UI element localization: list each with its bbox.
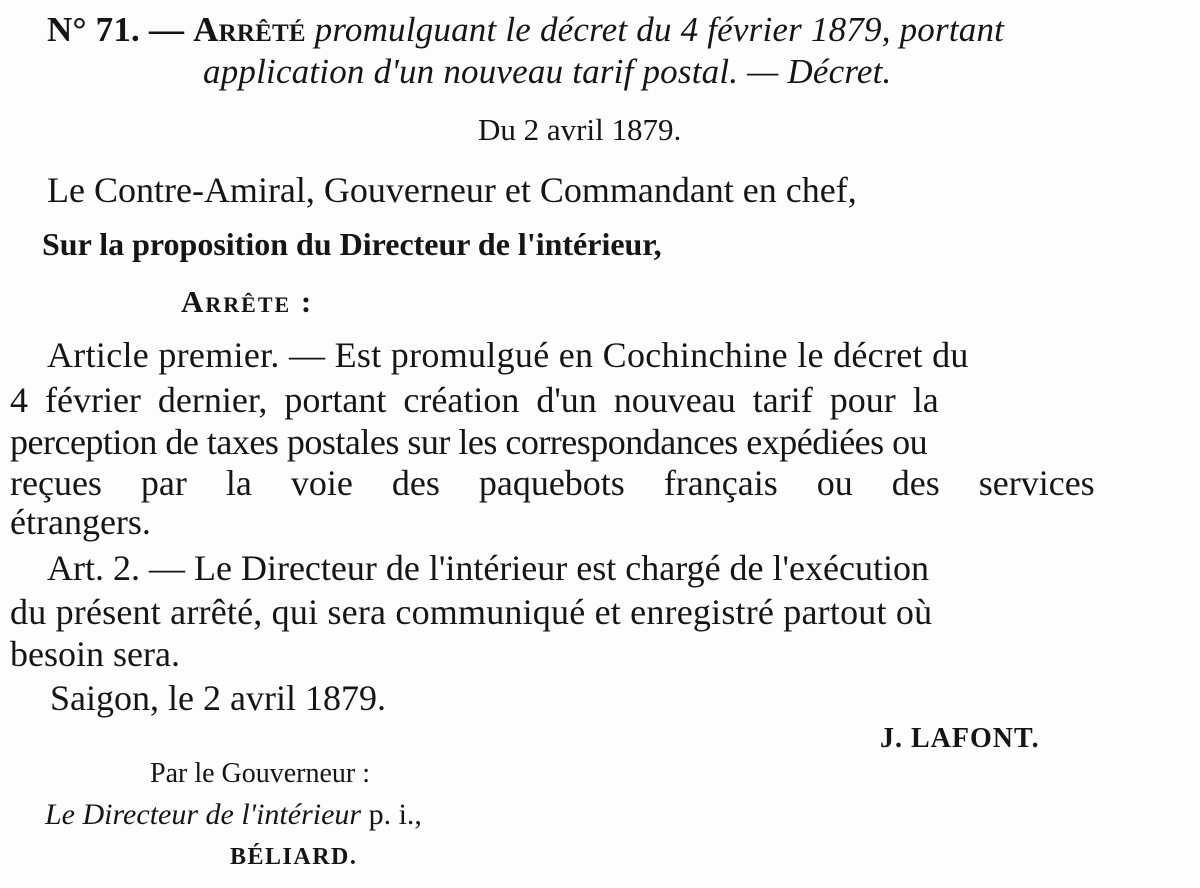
decree-heading-line-1 <box>47 12 1004 47</box>
article-1-line-1 <box>47 337 969 373</box>
article-2-line-1 <box>47 550 929 586</box>
article-1-line-4-text: reçues par la voie des paquebots français ou des services <box>10 463 1095 503</box>
article-1-line-5-text: étrangers. <box>10 502 151 542</box>
article-1-line-4 <box>10 465 1095 501</box>
article-1-line-3 <box>10 424 927 460</box>
place-and-date-text: Saigon, le 2 avril 1879. <box>50 678 386 718</box>
heading-italic-line-1: promulguant le décret du 4 février 1879, portant <box>314 10 1005 49</box>
countersign-name <box>230 845 357 869</box>
preamble-line-2-text: Sur la proposition du Directeur de l'intérieur, <box>42 226 662 262</box>
governor-signature <box>880 725 1040 753</box>
countersign-line-1 <box>150 760 370 788</box>
preamble-line-1 <box>47 172 857 208</box>
countersign-line-1-text: Par le Gouverneur : <box>150 758 371 789</box>
heading-italic-line-2: application d'un nouveau tarif postal. — Décret. <box>203 52 892 91</box>
place-and-date <box>50 680 386 716</box>
countersign-title-suffix: p. i., <box>368 798 422 831</box>
article-2-line-2 <box>10 594 932 630</box>
decree-heading-line-2 <box>203 54 892 89</box>
article-2-line-3 <box>10 636 180 672</box>
heading-dash: — <box>148 10 185 49</box>
article-1-line-2-text: 4 février dernier, portant création d'un nouveau tarif pour la <box>10 380 939 420</box>
preamble-line-2 <box>42 228 662 260</box>
article-2-line-3-text: besoin sera. <box>10 634 180 674</box>
countersign-title <box>45 800 422 830</box>
article-2-line-2-text: du présent arrêté, qui sera communiqué et enregistré partout où <box>10 592 933 632</box>
countersign-name-text: BÉLIARD. <box>230 844 358 870</box>
countersign-title-italic: Le Directeur de l'intérieur <box>45 798 362 831</box>
article-1-line-1-text: Article premier. — Est promulgué en Cochinchine le décret du <box>47 335 969 375</box>
decree-number: N° 71. <box>47 10 140 49</box>
decree-date-text: Du 2 avril 1879. <box>478 112 682 147</box>
arrete-word: Arrêté <box>193 10 306 49</box>
article-1-line-2 <box>10 382 939 418</box>
governor-signature-text: J. LAFONT. <box>880 723 1040 754</box>
article-2-line-1-text: Art. 2. — Le Directeur de l'intérieur est chargé de l'exécution <box>47 548 929 588</box>
preamble-line-1-text: Le Contre-Amiral, Gouverneur et Commandant en chef, <box>47 170 857 210</box>
arrete-decision-text: Arrête : <box>181 284 314 319</box>
article-1-line-3-text: perception de taxes postales sur les correspondances expédiées ou <box>10 422 928 462</box>
decree-date <box>478 114 681 145</box>
article-1-line-5 <box>10 504 151 540</box>
arrete-decision <box>181 286 313 317</box>
